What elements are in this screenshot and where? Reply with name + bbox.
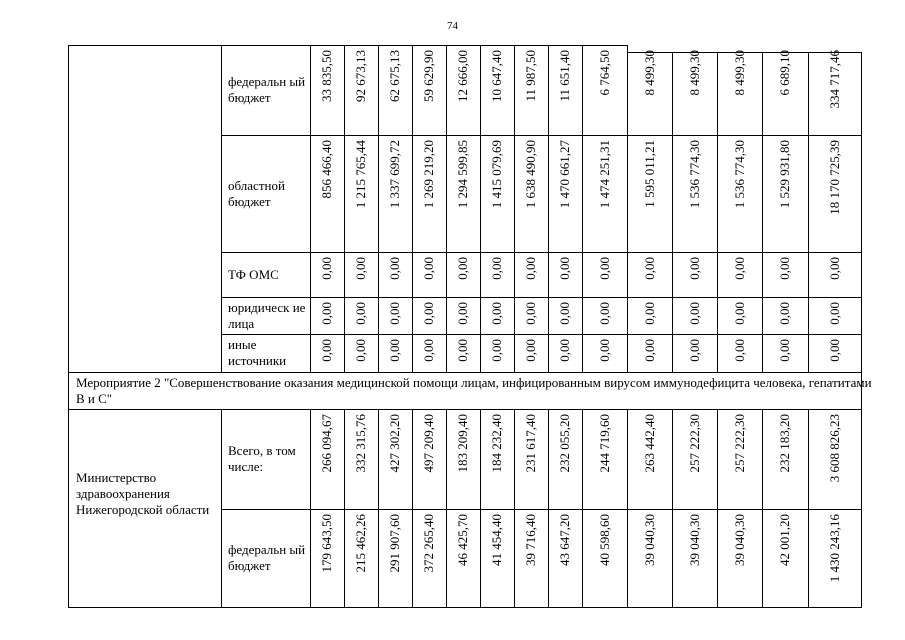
- section1-value-cell: 0,00: [557, 339, 572, 362]
- section1-value-cell: 12 666,00: [455, 50, 470, 102]
- section2-value-cell: 266 094,67: [319, 414, 334, 473]
- section1-value-cell: 0,00: [319, 302, 334, 325]
- section1-value-cell: 0,00: [826, 302, 842, 325]
- section1-value-cell: 8 499,30: [731, 50, 747, 96]
- section2-value-cell: 257 222,30: [731, 414, 747, 473]
- section2-value-cell: 263 442,40: [641, 414, 657, 473]
- section2-value-cell: 179 643,50: [319, 514, 334, 573]
- section1-value-cell: 1 269 219,20: [421, 140, 436, 209]
- page-number: 74: [447, 20, 458, 32]
- section1-value-cell: 0,00: [387, 302, 402, 325]
- section2-value-cell: 42 001,20: [777, 514, 792, 566]
- column-divider: [310, 409, 311, 608]
- section1-value-cell: 11 987,50: [523, 50, 538, 102]
- section1-value-cell: 0,00: [686, 257, 702, 280]
- section2-value-cell: 372 265,40: [421, 514, 436, 573]
- column-divider: [344, 45, 345, 372]
- section1-value-cell: 0,00: [777, 339, 792, 362]
- activity-label: Мероприятие 2 "Совершенствование оказания медицинской помощи лицам, инфицированным вирусом иммунодефицита человека, гепатитами В и С": [76, 375, 872, 406]
- section1-value-cell: 0,00: [489, 302, 504, 325]
- section1-value-cell: 0,00: [641, 257, 657, 280]
- section2-value-cell: 183 209,40: [455, 414, 470, 473]
- section1-value-cell: 1 337 699,72: [387, 140, 402, 209]
- section1-value-cell: 59 629,90: [421, 50, 436, 102]
- section1-value-cell: 0,00: [596, 302, 612, 325]
- section1-value-cell: 6 764,50: [596, 50, 612, 96]
- column-divider: [548, 409, 549, 608]
- section1-value-cell: 0,00: [523, 339, 538, 362]
- section1-value-cell: 0,00: [596, 339, 612, 362]
- section1-value-cell: 92 673,13: [353, 50, 368, 102]
- section2-value-cell: 244 719,60: [596, 414, 612, 473]
- section1-value-cell: 0,00: [353, 339, 368, 362]
- section1-row-label: иные источники: [228, 337, 287, 368]
- column-divider: [514, 45, 515, 372]
- section1-value-cell: 18 170 725,39: [826, 140, 842, 215]
- section1-value-cell: 1 474 251,31: [596, 140, 612, 209]
- section2-value-cell: 40 598,60: [596, 514, 612, 566]
- section1-value-cell: 1 215 765,44: [353, 140, 368, 209]
- column-divider: [344, 409, 345, 608]
- section1-value-cell: 0,00: [731, 302, 747, 325]
- section2-value-cell: 1 430 243,16: [826, 514, 842, 583]
- section1-value-cell: 0,00: [319, 339, 334, 362]
- column-divider: [221, 409, 222, 608]
- row-divider: [221, 135, 861, 136]
- section1-value-cell: 0,00: [523, 302, 538, 325]
- table-right-border: [861, 52, 862, 608]
- section1-value-cell: 0,00: [489, 339, 504, 362]
- section1-value-cell: 0,00: [353, 257, 368, 280]
- column-divider: [310, 45, 311, 372]
- section1-value-cell: 0,00: [777, 302, 792, 325]
- section1-value-cell: 0,00: [353, 302, 368, 325]
- section1-value-cell: 1 536 774,30: [686, 140, 702, 209]
- section2-value-cell: 41 454,40: [489, 514, 504, 566]
- section1-value-cell: 1 529 931,80: [777, 140, 792, 209]
- section1-value-cell: 0,00: [686, 302, 702, 325]
- section1-value-cell: 0,00: [421, 257, 436, 280]
- column-divider: [582, 409, 583, 608]
- section2-value-cell: 332 315,76: [353, 414, 368, 473]
- section1-value-cell: 0,00: [596, 257, 612, 280]
- section1-value-cell: 33 835,50: [319, 50, 334, 102]
- section1-value-cell: 0,00: [641, 302, 657, 325]
- section1-row-label: ТФ ОМС: [228, 266, 279, 282]
- section1-value-cell: 0,00: [557, 302, 572, 325]
- section1-value-cell: 0,00: [686, 339, 702, 362]
- section2-value-cell: 3 608 826,23: [826, 414, 842, 483]
- row-divider: [221, 509, 861, 510]
- column-divider: [480, 409, 481, 608]
- section2-value-cell: 232 183,20: [777, 414, 792, 473]
- column-divider: [717, 52, 718, 372]
- section2-value-cell: 497 209,40: [421, 414, 436, 473]
- section1-value-cell: 62 675,13: [387, 50, 402, 102]
- section2-row-label: Всего, в том числе:: [228, 443, 296, 474]
- column-divider: [221, 45, 222, 372]
- column-divider: [627, 45, 628, 52]
- column-divider: [672, 52, 673, 372]
- section2-value-cell: 427 302,20: [387, 414, 402, 473]
- section1-value-cell: 6 689,10: [777, 50, 792, 96]
- table-top-border: [68, 45, 627, 46]
- column-divider: [582, 45, 583, 372]
- column-divider: [627, 52, 628, 372]
- section1-value-cell: 0,00: [731, 339, 747, 362]
- column-divider: [762, 409, 763, 608]
- column-divider: [514, 409, 515, 608]
- section1-value-cell: 0,00: [455, 257, 470, 280]
- section1-value-cell: 1 470 661,27: [557, 140, 572, 209]
- section2-row-label: федеральн ый бюджет: [228, 542, 306, 573]
- section1-value-cell: 1 638 490,90: [523, 140, 538, 209]
- section1-value-cell: 0,00: [826, 339, 842, 362]
- section2-value-cell: 215 462,26: [353, 514, 368, 573]
- table-bottom-border: [68, 607, 862, 608]
- column-divider: [480, 45, 481, 372]
- section1-value-cell: 1 536 774,30: [731, 140, 747, 209]
- section2-value-cell: 43 647,20: [557, 514, 572, 566]
- section1-value-cell: 8 499,30: [686, 50, 702, 96]
- section1-value-cell: 10 647,40: [489, 50, 504, 102]
- section1-value-cell: 334 717,46: [826, 50, 842, 109]
- section1-value-cell: 0,00: [641, 339, 657, 362]
- row-divider: [221, 252, 861, 253]
- row-divider: [68, 372, 861, 373]
- section1-value-cell: 0,00: [557, 257, 572, 280]
- column-divider: [672, 409, 673, 608]
- section1-row-label: областной бюджет: [228, 177, 285, 209]
- section2-value-cell: 46 425,70: [455, 514, 470, 566]
- section1-value-cell: 0,00: [523, 257, 538, 280]
- section2-value-cell: 39 040,30: [686, 514, 702, 566]
- section1-row-label: федеральн ый бюджет: [228, 74, 306, 105]
- column-divider: [762, 52, 763, 372]
- section2-value-cell: 39 716,40: [523, 514, 538, 566]
- section1-value-cell: 0,00: [387, 257, 402, 280]
- section1-value-cell: 856 466,40: [319, 140, 334, 199]
- row-divider: [221, 334, 861, 335]
- section2-value-cell: 39 040,30: [731, 514, 747, 566]
- row-divider: [68, 409, 861, 410]
- column-divider: [446, 409, 447, 608]
- column-divider: [446, 45, 447, 372]
- section1-row-label: юридическ ие лица: [228, 299, 306, 331]
- column-divider: [808, 409, 809, 608]
- table-left-border: [68, 45, 69, 608]
- section1-value-cell: 1 294 599,85: [455, 140, 470, 209]
- section1-value-cell: 1 415 079,69: [489, 140, 504, 209]
- organization-label: Министерство здравоохранения Нижегородской области: [76, 470, 210, 517]
- section1-value-cell: 1 595 011,21: [641, 140, 657, 208]
- column-divider: [717, 409, 718, 608]
- column-divider: [808, 52, 809, 372]
- column-divider: [412, 409, 413, 608]
- column-divider: [627, 409, 628, 608]
- column-divider: [378, 409, 379, 608]
- section1-value-cell: 0,00: [387, 339, 402, 362]
- section1-value-cell: 0,00: [777, 257, 792, 280]
- section1-value-cell: 11 651,40: [557, 50, 572, 102]
- section1-value-cell: 0,00: [421, 339, 436, 362]
- section1-value-cell: 0,00: [455, 339, 470, 362]
- column-divider: [378, 45, 379, 372]
- section1-value-cell: 0,00: [826, 257, 842, 280]
- section1-value-cell: 0,00: [489, 257, 504, 280]
- row-divider: [221, 297, 861, 298]
- section1-value-cell: 0,00: [731, 257, 747, 280]
- column-divider: [548, 45, 549, 372]
- section2-value-cell: 257 222,30: [686, 414, 702, 473]
- section2-value-cell: 184 232,40: [489, 414, 504, 473]
- section1-value-cell: 0,00: [455, 302, 470, 325]
- section2-value-cell: 291 907,60: [387, 514, 402, 573]
- section2-value-cell: 39 040,30: [641, 514, 657, 566]
- section1-value-cell: 0,00: [421, 302, 436, 325]
- section2-value-cell: 232 055,20: [557, 414, 572, 473]
- column-divider: [412, 45, 413, 372]
- section1-value-cell: 0,00: [319, 257, 334, 280]
- section2-value-cell: 231 617,40: [523, 414, 538, 473]
- section1-value-cell: 8 499,30: [641, 50, 657, 96]
